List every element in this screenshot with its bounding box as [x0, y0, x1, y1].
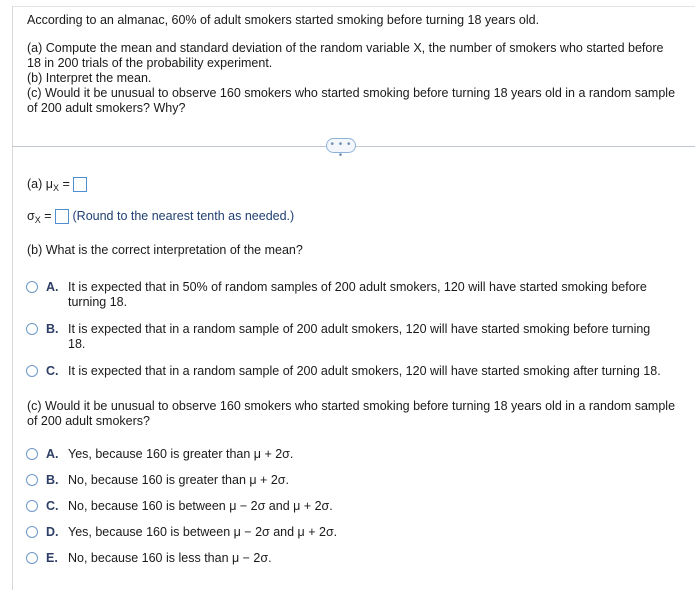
option-letter: C. — [46, 364, 59, 378]
option-text — [68, 322, 650, 352]
mean-subscript: X — [52, 183, 59, 193]
option-text: No, because 160 is greater than μ + 2σ. — [68, 473, 289, 487]
radio-icon[interactable] — [26, 500, 38, 512]
option-text-line1: It is expected that in 50% of random samples of 200 adult smokers, 120 will have started smoking before — [68, 280, 647, 294]
option-text: It is expected that in a random sample of 200 adult smokers, 120 will have started smoking after turning 18. — [68, 364, 661, 378]
option-text — [68, 280, 647, 310]
question-part-a-line1: (a) Compute the mean and standard deviation of the random variable X, the number of smokers who started before — [27, 41, 664, 55]
part-c-option-d[interactable] — [26, 525, 337, 540]
radio-icon[interactable] — [26, 323, 38, 335]
question-intro: According to an almanac, 60% of adult smokers started smoking before turning 18 years old. — [27, 13, 540, 27]
sd-subscript: X — [34, 215, 41, 225]
part-c-option-b[interactable] — [26, 473, 289, 488]
question-part-c-line1: (c) Would it be unusual to observe 160 smokers who started smoking before turning 18 years old in a random sample — [27, 86, 676, 100]
option-letter: B. — [46, 473, 59, 487]
radio-icon[interactable] — [26, 448, 38, 460]
option-text: No, because 160 is between μ − 2σ and μ + 2σ. — [68, 499, 333, 513]
mean-equals: = — [62, 177, 70, 191]
option-text: Yes, because 160 is between μ − 2σ and μ + 2σ. — [68, 525, 338, 539]
option-text-line1: It is expected that in a random sample of 200 adult smokers, 120 will have started smoking before turning — [68, 322, 651, 336]
option-letter: D. — [46, 525, 59, 539]
radio-icon[interactable] — [26, 365, 38, 377]
option-letter: C. — [46, 499, 59, 513]
question-part-c-line2: of 200 adult smokers? Why? — [27, 101, 186, 115]
option-text-line2: turning 18. — [68, 295, 128, 309]
option-letter: A. — [46, 447, 59, 461]
question-part-b: (b) Interpret the mean. — [27, 71, 152, 85]
part-c-question-line1: (c) Would it be unusual to observe 160 smokers who started smoking before turning 18 years old in a random sample — [27, 399, 676, 413]
sd-label: σ — [27, 209, 35, 223]
radio-icon[interactable] — [26, 526, 38, 538]
mean-answer-row — [27, 176, 87, 197]
question-part-a-line2: 18 in 200 trials of the probability experiment. — [27, 56, 273, 70]
mean-input[interactable] — [73, 177, 87, 192]
radio-icon[interactable] — [26, 474, 38, 486]
radio-icon[interactable] — [26, 552, 38, 564]
sd-answer-row — [27, 208, 294, 229]
radio-icon[interactable] — [26, 281, 38, 293]
sd-input[interactable] — [55, 209, 69, 224]
option-text: No, because 160 is less than μ − 2σ. — [68, 551, 272, 565]
option-text-line2: 18. — [68, 337, 86, 351]
option-letter: B. — [46, 322, 59, 336]
part-b-question: (b) What is the correct interpretation of the mean? — [27, 243, 303, 257]
sd-equals: = — [44, 209, 52, 223]
part-b-option-c[interactable] — [26, 364, 661, 379]
part-b-option-a[interactable] — [26, 280, 647, 310]
option-letter: A. — [46, 280, 59, 294]
part-b-option-b[interactable] — [26, 322, 650, 352]
part-c-option-c[interactable] — [26, 499, 333, 514]
part-c-option-a[interactable] — [26, 447, 293, 462]
part-c-option-e[interactable] — [26, 551, 272, 566]
round-note: (Round to the nearest tenth as needed.) — [72, 209, 295, 223]
option-text: Yes, because 160 is greater than μ + 2σ. — [68, 447, 294, 461]
option-letter: E. — [46, 551, 58, 565]
mean-label: (a) μ — [27, 177, 53, 191]
expand-more-button[interactable]: • • • • — [326, 138, 356, 153]
part-c-question-line2: of 200 adult smokers? — [27, 414, 150, 428]
